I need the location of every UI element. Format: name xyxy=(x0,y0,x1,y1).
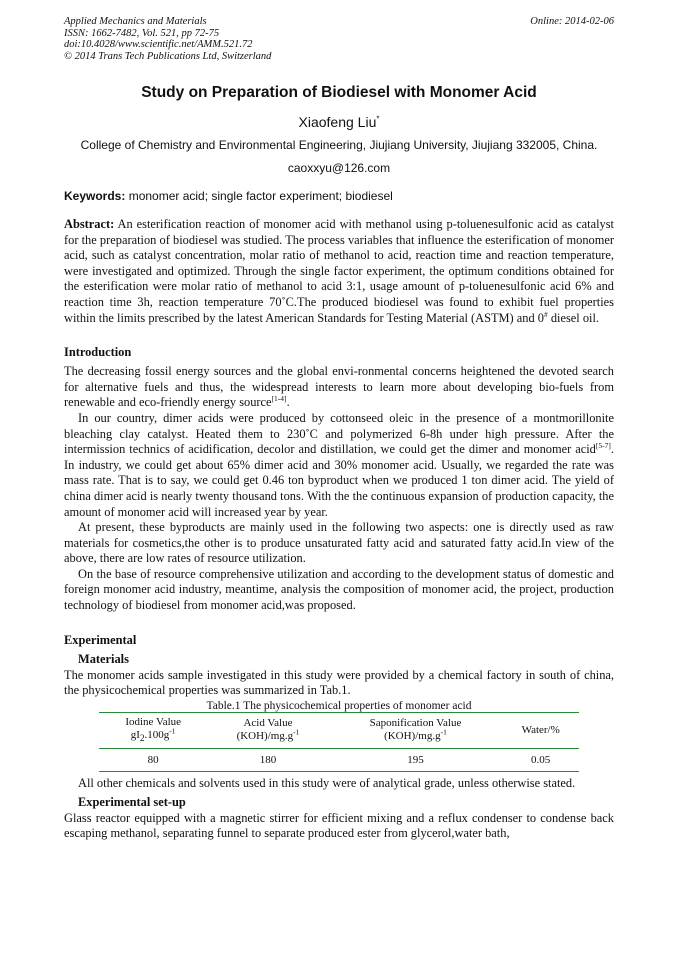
properties-table xyxy=(99,712,579,772)
header-saponification xyxy=(329,712,503,748)
header-sapon-sup: -1 xyxy=(440,727,447,737)
keywords xyxy=(64,189,614,203)
introduction-heading: Introduction xyxy=(64,345,132,360)
keywords-text: monomer acid; single factor experiment; biodiesel xyxy=(125,189,393,203)
intro-paragraph-2 xyxy=(64,411,614,520)
paper-title: Study on Preparation of Biodiesel with Monomer Acid xyxy=(141,84,537,101)
author-line xyxy=(64,114,614,130)
keywords-label: Keywords: xyxy=(64,189,126,203)
header-acid-sup: -1 xyxy=(293,727,300,737)
abstract-sup: # xyxy=(543,309,548,319)
abstract-label: Abstract: xyxy=(64,217,115,231)
ref-1-4: [1-4] xyxy=(271,394,287,404)
header-acid-l1: Acid Value xyxy=(243,717,293,730)
materials-heading: Materials xyxy=(78,651,129,666)
abstract xyxy=(64,217,614,326)
online-date: Online: 2014-02-06 xyxy=(530,16,614,27)
setup-heading: Experimental set-up xyxy=(78,794,186,809)
table-caption: Table.1 The physicochemical properties of monomer acid xyxy=(206,699,472,712)
intro-p1-text: The decreasing fossil energy sources and the global envi-ronmental concerns heightened the devoted search for alternative fuels and thus, the widespread interests to learn more about developing bio-fuels from renewable and eco-friendly energy source xyxy=(64,364,614,410)
experimental-heading: Experimental xyxy=(64,632,137,647)
header-acid-unit: (KOH)/mg.g xyxy=(236,730,294,743)
table-row xyxy=(99,749,579,772)
setup-paragraph: Glass reactor equipped with a magnetic stirrer for efficient mixing and a reflux condenser to condense back escaping methanol, separating funnel to separate produced ester from glycerol,water bath, xyxy=(64,810,614,841)
intro-paragraph-3: At present, these byproducts are mainly used in the following two aspects: one is directly used as raw materials for cosmetics,the other is to produce unsaturated fatty acid and saturated fatty acid.In view of the above, there are low rates of resource utilization. xyxy=(64,520,614,566)
cell-acid: 180 xyxy=(259,754,277,767)
cell-iodine: 80 xyxy=(147,754,159,767)
doi-line: doi:10.4028/www.scientific.net/AMM.521.72 xyxy=(64,39,253,50)
paper-page xyxy=(64,16,614,842)
header-iodine-unit-b: .100g xyxy=(144,728,170,741)
header-water xyxy=(502,712,579,748)
abstract-text: An esterification reaction of monomer acid with methanol using p-toluenesulfonic acid as catalyst for the preparation of biodiesel was studied. The process variables that influence the esterification of monomer acid, such as catalyst concentration, molar ratio of methanol to acid, reaction time and reaction temperature, were investigated and optimized. Through the single factor experiment, the optimum conditions obtained for the esterification were molar ratio of methanol to acid 3:1, usage amount of p-toluenesulfonic acid 6% and reaction time 3h, reaction temperature 70˚C.The produced biodiesel was found to exhibit fuel properties within the limits prescribed by the latest American Standards for Testing Material (ASTM) and 0 xyxy=(64,217,614,325)
header-water-l1: Water/% xyxy=(521,723,560,736)
intro-p2-text: In our country, dimer acids were produced by cottonseed oleic in the presence of a montmorillonite bleaching clay catalyst. Heated them to 230˚C and polymerized 6-8h under high pressure. After the intermission technics of acidification, decolor and distillation, we could get the dimer and monomer acid xyxy=(64,410,614,457)
chemicals-paragraph: All other chemicals and solvents used in this study were of analytical grade, unless otherwise stated. xyxy=(78,776,576,791)
cell-saponification: 195 xyxy=(407,754,424,767)
author-email: caoxxyu@126.com xyxy=(287,161,391,175)
intro-p1-tail: . xyxy=(286,395,290,410)
materials-paragraph: The monomer acids sample investigated in this study were provided by a chemical factory in south of china, the physicochemical properties was summarized in Tab.1. xyxy=(64,667,614,698)
affiliation: College of Chemistry and Environmental Engineering, Jiujiang University, Jiujiang 332005, China. xyxy=(80,138,598,152)
intro-paragraph-4: On the base of resource comprehensive utilization and according to the development status of domestic and foreign monomer acid industry, meantime, analysis the composition of monomer acid, the project, production technology of biodiesel from monomer acid,was proposed. xyxy=(64,566,614,613)
header-sapon-unit: (KOH)/mg.g xyxy=(384,730,441,743)
intro-paragraph-1 xyxy=(64,364,614,411)
cell-water: 0.05 xyxy=(531,754,551,767)
header-iodine xyxy=(99,712,207,748)
intro-p2-tail: . In industry, we could get about 65% dimer acid and 30% monomer acid. Usually, we regarded the rate was mass rate. That is to say, we could get 0.46 ton byproduct when we produced 1 ton dimer acid. The yield of china dimer acid is nearly twenty thousand tons. With the the continuous expansion of production capacity, the amount of monomer acid will increased year by year. xyxy=(64,442,614,519)
header-iodine-l1: Iodine Value xyxy=(125,715,182,728)
ref-5-7: [5-7] xyxy=(595,441,611,450)
issn-line: ISSN: 1662-7482, Vol. 521, pp 72-75 xyxy=(64,27,220,39)
journal-header xyxy=(64,16,614,62)
abstract-tail: diesel oil. xyxy=(547,310,599,325)
header-iodine-unit: gI xyxy=(130,728,140,741)
header-iodine-sub: 2 xyxy=(139,733,145,744)
header-sapon-l1: Saponification Value xyxy=(369,717,462,730)
copyright-line: © 2014 Trans Tech Publications Ltd, Switzerland xyxy=(64,50,272,62)
author-mark: * xyxy=(376,114,380,124)
journal-name: Applied Mechanics and Materials xyxy=(64,16,207,27)
header-acid xyxy=(207,712,328,748)
header-iodine-sup: -1 xyxy=(169,726,176,736)
table-header-row xyxy=(99,712,579,748)
author-name: Xiaofeng Liu xyxy=(298,114,377,130)
